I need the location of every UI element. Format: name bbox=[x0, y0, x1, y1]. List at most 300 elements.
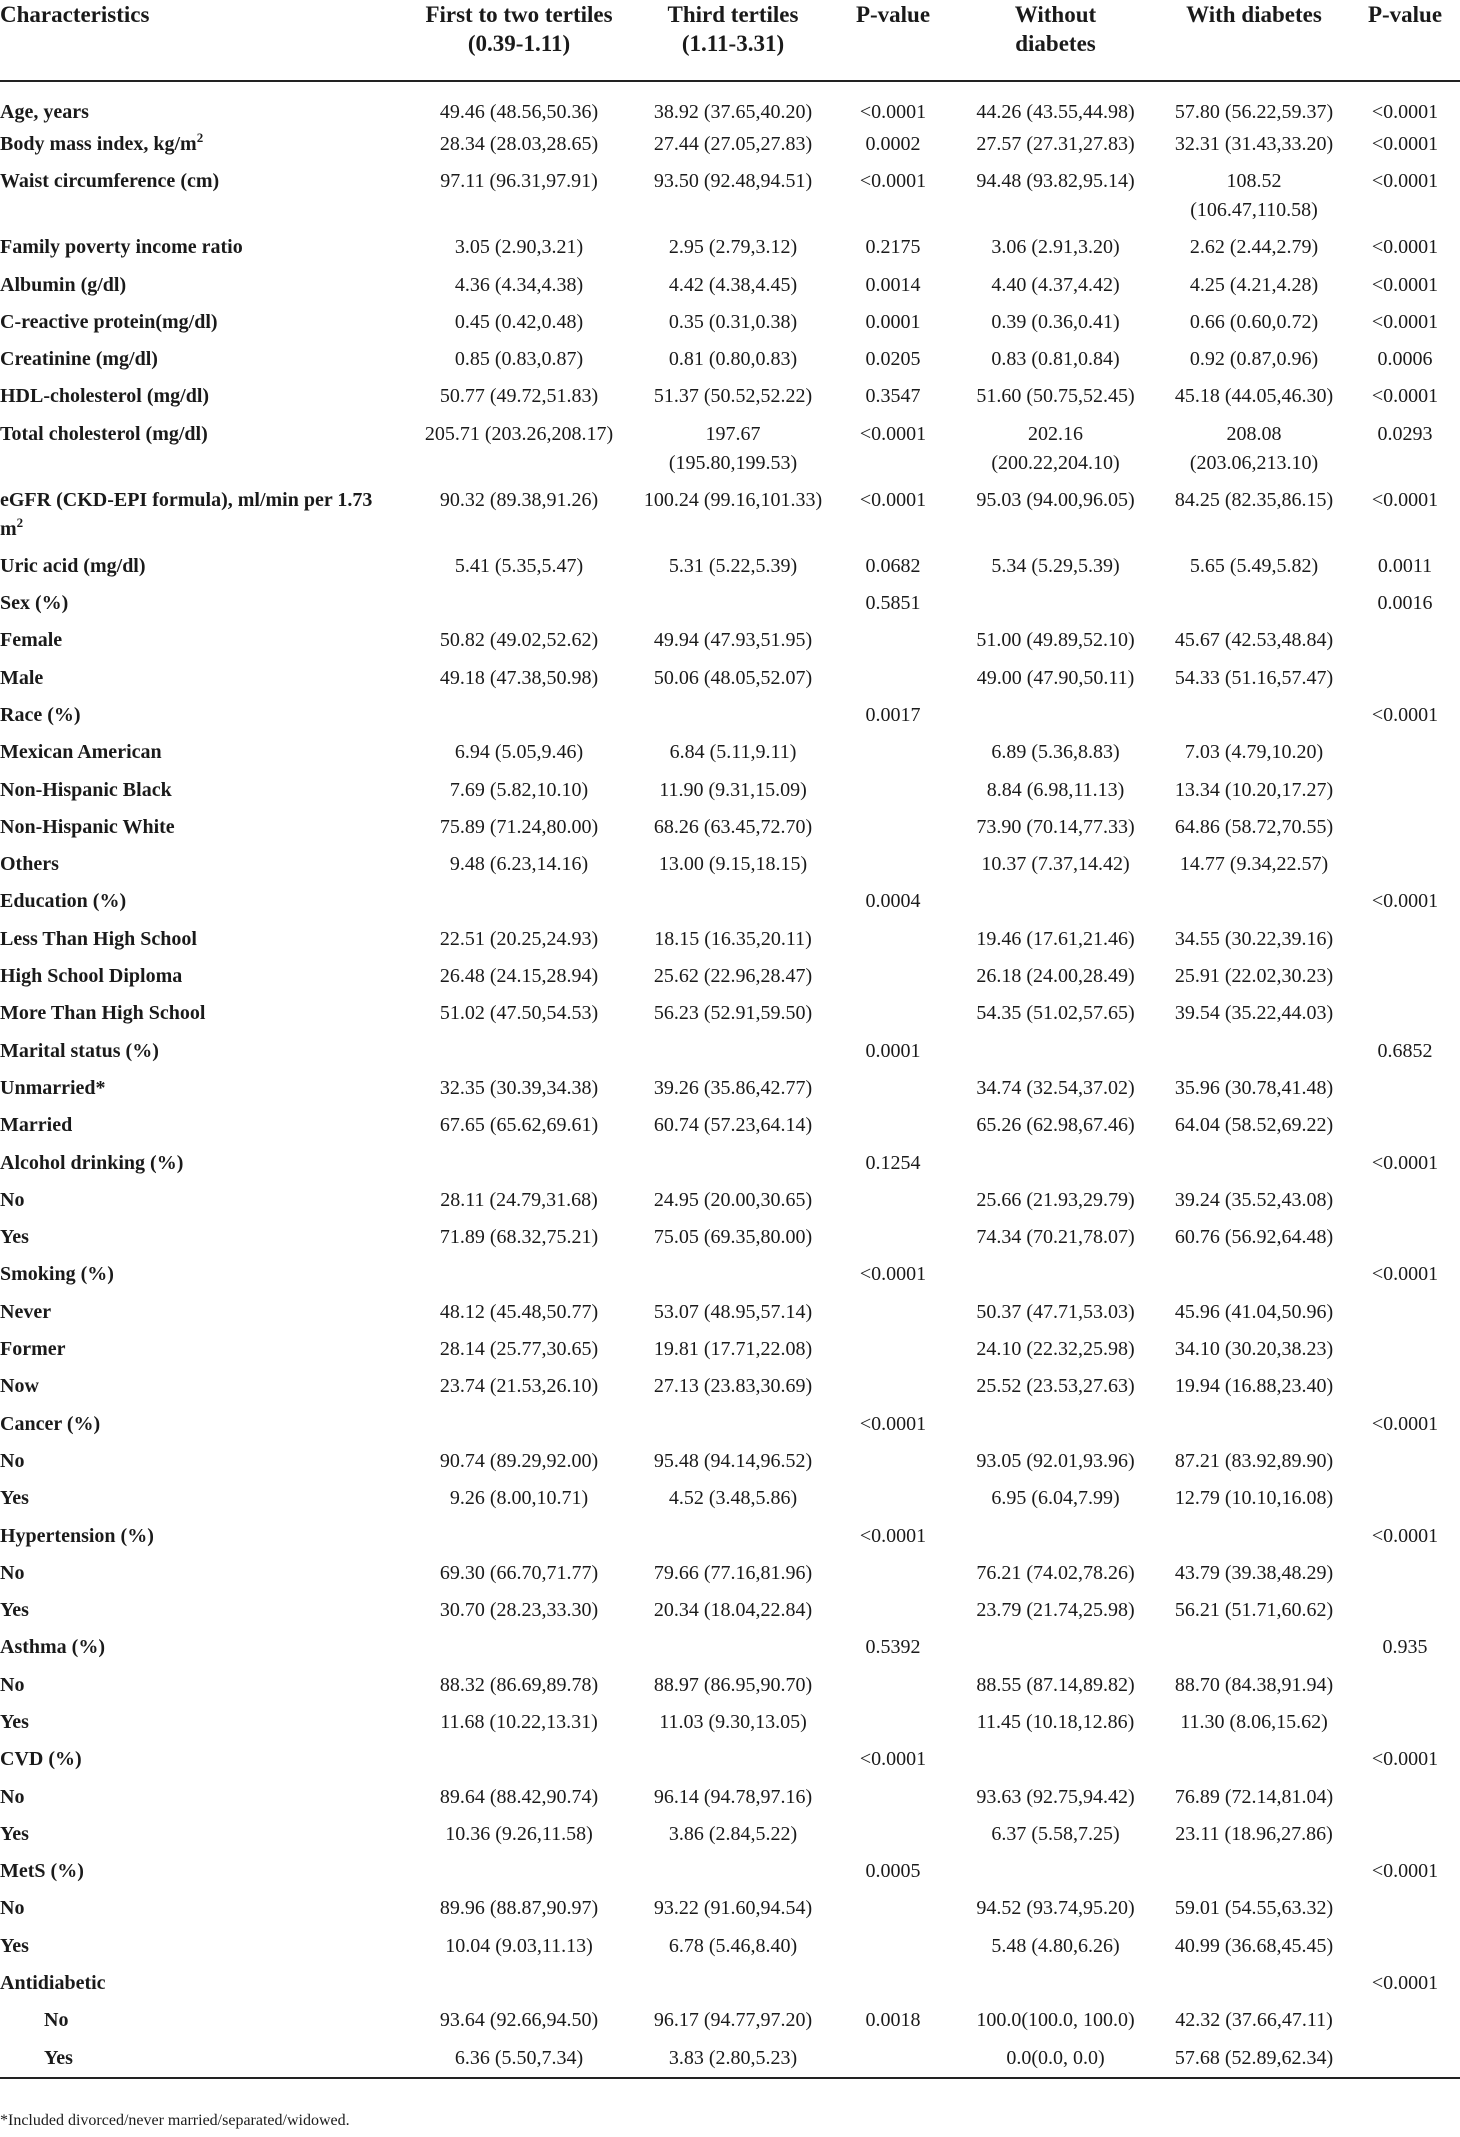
table-cell: 0.0001 bbox=[865, 310, 921, 333]
table-cell bbox=[1350, 1108, 1460, 1145]
table-cell: 3.06 (2.91,3.20) bbox=[991, 236, 1120, 259]
table-cell: 74.34 (70.21,78.07) bbox=[976, 1226, 1135, 1249]
table-cell: 93.64 (92.66,94.50) bbox=[439, 2009, 599, 2032]
table-cell: 34.55 (30.22,39.16) bbox=[1174, 927, 1334, 950]
table-row bbox=[0, 1332, 1460, 1369]
row-label-text: Waist circumference (cm) bbox=[0, 170, 220, 193]
table-cell bbox=[833, 1966, 953, 2003]
table-row bbox=[0, 305, 1460, 342]
table-cell: 50.06 (48.05,52.07) bbox=[653, 666, 813, 689]
row-label bbox=[0, 1742, 405, 1779]
table-cell: 24.10 (22.32,25.98) bbox=[976, 1338, 1135, 1361]
table-cell bbox=[633, 1854, 833, 1891]
table-cell: <0.0001 bbox=[859, 101, 927, 123]
row-label-text: Uric acid (mg/dl) bbox=[0, 554, 146, 577]
row-label bbox=[0, 661, 405, 698]
table-cell bbox=[953, 1630, 1158, 1667]
table-row bbox=[0, 1407, 1460, 1444]
column-header: With diabetes bbox=[1158, 0, 1350, 81]
row-label bbox=[0, 417, 405, 483]
table-cell bbox=[405, 1630, 633, 1667]
table-row bbox=[0, 81, 1460, 127]
row-label bbox=[0, 1519, 405, 1556]
table-cell bbox=[1158, 1034, 1350, 1071]
table-cell: 88.70 (84.38,91.94) bbox=[1174, 1673, 1334, 1696]
table-cell: 4.52 (3.48,5.86) bbox=[668, 1487, 798, 1510]
row-label-text: No bbox=[0, 1188, 25, 1211]
header-row bbox=[0, 0, 1460, 81]
table-row bbox=[0, 1295, 1460, 1332]
table-cell: 9.26 (8.00,10.71) bbox=[449, 1487, 589, 1510]
table-cell: <0.0001 bbox=[1371, 1524, 1439, 1547]
table-row bbox=[0, 549, 1460, 586]
table-cell: 0.5851 bbox=[865, 592, 921, 615]
table-row bbox=[0, 342, 1460, 379]
table-cell: 38.92 (37.65,40.20) bbox=[653, 101, 813, 123]
table-cell bbox=[833, 1891, 953, 1928]
row-label bbox=[0, 922, 405, 959]
table-row bbox=[0, 1556, 1460, 1593]
table-cell: 27.57 (27.31,27.83) bbox=[976, 133, 1135, 155]
table-row bbox=[0, 1519, 1460, 1556]
table-cell bbox=[633, 698, 833, 735]
row-label-text: More Than High School bbox=[0, 1002, 206, 1025]
table-cell: 56.21 (51.71,60.62) bbox=[1174, 1599, 1334, 1622]
table-cell: 50.82 (49.02,52.62) bbox=[439, 629, 599, 652]
table-cell bbox=[405, 1742, 633, 1779]
table-cell bbox=[1158, 1519, 1350, 1556]
table-cell: 23.74 (21.53,26.10) bbox=[439, 1375, 599, 1398]
table-cell bbox=[405, 698, 633, 735]
row-label bbox=[0, 2003, 405, 2040]
table-cell: 69.30 (66.70,71.77) bbox=[439, 1561, 599, 1584]
table-cell: 10.04 (9.03,11.13) bbox=[445, 1934, 593, 1957]
table-cell bbox=[833, 1071, 953, 1108]
table-cell: <0.0001 bbox=[1371, 1972, 1439, 1995]
table-cell: 0.35 (0.31,0.38) bbox=[668, 310, 798, 333]
table-cell: 0.1254 bbox=[865, 1151, 921, 1174]
row-label-text: No bbox=[0, 1449, 25, 1472]
table-cell: 51.00 (49.89,52.10) bbox=[976, 629, 1135, 652]
table-cell: 8.84 (6.98,11.13) bbox=[986, 778, 1125, 801]
row-label bbox=[0, 884, 405, 921]
row-label-text: Yes bbox=[0, 1487, 29, 1510]
table-cell: 202.16 (200.22,204.10) bbox=[991, 422, 1120, 474]
table-cell: 39.54 (35.22,44.03) bbox=[1174, 1002, 1334, 1025]
row-label bbox=[0, 1891, 405, 1928]
table-cell bbox=[1350, 1332, 1460, 1369]
row-label-text: Total cholesterol (mg/dl) bbox=[0, 422, 208, 445]
table-row bbox=[0, 1668, 1460, 1705]
row-label-text: No bbox=[0, 1785, 25, 1808]
table-cell bbox=[833, 1817, 953, 1854]
row-label-text: High School Diploma bbox=[0, 965, 183, 988]
table-cell: 0.935 bbox=[1382, 1636, 1428, 1659]
table-row bbox=[0, 2003, 1460, 2040]
table-cell bbox=[405, 1146, 633, 1183]
row-label bbox=[0, 623, 405, 660]
table-cell: 93.22 (91.60,94.54) bbox=[653, 1897, 813, 1920]
table-row bbox=[0, 1630, 1460, 1667]
table-cell bbox=[1350, 1780, 1460, 1817]
table-row bbox=[0, 623, 1460, 660]
table-cell: 11.03 (9.30,13.05) bbox=[659, 1710, 807, 1733]
table-cell bbox=[633, 1966, 833, 2003]
row-label bbox=[0, 773, 405, 810]
table-cell: <0.0001 bbox=[1371, 385, 1439, 408]
table-cell: 94.52 (93.74,95.20) bbox=[976, 1897, 1135, 1920]
table-cell: 95.48 (94.14,96.52) bbox=[653, 1449, 813, 1472]
table-row bbox=[0, 1705, 1460, 1742]
table-row bbox=[0, 1257, 1460, 1294]
table-cell: 56.23 (52.91,59.50) bbox=[653, 1002, 813, 1025]
table-cell: 0.0016 bbox=[1377, 592, 1433, 615]
table-cell: 25.52 (23.53,27.63) bbox=[976, 1375, 1135, 1398]
table-cell: 6.95 (6.04,7.99) bbox=[991, 1487, 1120, 1510]
table-cell bbox=[1350, 1668, 1460, 1705]
table-cell: 87.21 (83.92,89.90) bbox=[1174, 1449, 1334, 1472]
table-cell: 45.18 (44.05,46.30) bbox=[1174, 385, 1334, 408]
table-cell: <0.0001 bbox=[1371, 1748, 1439, 1771]
row-label bbox=[0, 342, 405, 379]
table-cell: 0.0682 bbox=[865, 554, 921, 577]
table-cell: 20.34 (18.04,22.84) bbox=[653, 1599, 813, 1622]
table-cell bbox=[633, 1034, 833, 1071]
table-cell bbox=[833, 1780, 953, 1817]
row-label-text: Yes bbox=[44, 2046, 73, 2069]
table-cell bbox=[633, 884, 833, 921]
table-cell: 32.31 (31.43,33.20) bbox=[1174, 133, 1334, 155]
table-cell bbox=[1350, 1295, 1460, 1332]
row-label bbox=[0, 1220, 405, 1257]
table-cell: 28.34 (28.03,28.65) bbox=[439, 133, 599, 155]
table-cell bbox=[405, 1257, 633, 1294]
table-cell: 57.80 (56.22,59.37) bbox=[1174, 101, 1334, 123]
table-cell bbox=[633, 1407, 833, 1444]
table-cell: 0.92 (0.87,0.96) bbox=[1189, 348, 1319, 371]
table-cell bbox=[633, 586, 833, 623]
table-cell: <0.0001 bbox=[1371, 703, 1439, 726]
table-cell: 0.2175 bbox=[865, 236, 921, 259]
table-cell: 88.97 (86.95,90.70) bbox=[653, 1673, 813, 1696]
table-cell: 48.12 (45.48,50.77) bbox=[439, 1300, 599, 1323]
table-cell bbox=[1350, 661, 1460, 698]
table-cell bbox=[1350, 959, 1460, 996]
table-cell bbox=[833, 1668, 953, 1705]
table-cell bbox=[833, 1444, 953, 1481]
table-cell: 4.36 (4.34,4.38) bbox=[454, 273, 584, 296]
table-row bbox=[0, 773, 1460, 810]
row-label bbox=[0, 1332, 405, 1369]
table-cell: 60.76 (56.92,64.48) bbox=[1174, 1226, 1334, 1249]
table-cell: 0.5392 bbox=[865, 1636, 921, 1659]
table-cell: 11.68 (10.22,13.31) bbox=[440, 1710, 598, 1733]
table-cell: 60.74 (57.23,64.14) bbox=[653, 1114, 813, 1137]
row-label-text: Unmarried* bbox=[0, 1076, 106, 1099]
table-cell: 100.0(100.0, 100.0) bbox=[976, 2009, 1135, 2032]
table-cell: 93.05 (92.01,93.96) bbox=[976, 1449, 1135, 1472]
table-cell: 2.95 (2.79,3.12) bbox=[668, 236, 798, 259]
table-cell: 73.90 (70.14,77.33) bbox=[976, 815, 1135, 838]
table-row bbox=[0, 1966, 1460, 2003]
row-label-text: Non-Hispanic White bbox=[0, 815, 175, 838]
row-label-text: Cancer (%) bbox=[0, 1412, 101, 1435]
table-row bbox=[0, 1742, 1460, 1779]
row-label bbox=[0, 268, 405, 305]
table-row bbox=[0, 1854, 1460, 1891]
table-cell bbox=[833, 735, 953, 772]
table-cell bbox=[833, 1220, 953, 1257]
row-label-text: Female bbox=[0, 629, 63, 652]
row-label-text: Education (%) bbox=[0, 890, 127, 913]
table-cell: 64.86 (58.72,70.55) bbox=[1174, 815, 1334, 838]
table-cell: 50.37 (47.71,53.03) bbox=[976, 1300, 1135, 1323]
table-cell: 89.64 (88.42,90.74) bbox=[439, 1785, 599, 1808]
table-cell: 88.32 (86.69,89.78) bbox=[439, 1673, 599, 1696]
table-row bbox=[0, 1444, 1460, 1481]
table-cell bbox=[833, 1481, 953, 1518]
table-cell: 26.18 (24.00,28.49) bbox=[976, 965, 1135, 988]
table-cell bbox=[953, 586, 1158, 623]
row-label bbox=[0, 1407, 405, 1444]
table-cell: 3.86 (2.84,5.22) bbox=[668, 1822, 798, 1845]
row-label-text: Asthma (%) bbox=[0, 1636, 105, 1659]
table-cell: 76.21 (74.02,78.26) bbox=[976, 1561, 1135, 1584]
column-header: P-value bbox=[1350, 0, 1460, 81]
table-body bbox=[0, 81, 1460, 2078]
row-label bbox=[0, 1071, 405, 1108]
table-cell bbox=[633, 1742, 833, 1779]
table-cell: <0.0001 bbox=[1371, 1860, 1439, 1883]
table-row bbox=[0, 164, 1460, 230]
table-cell: 34.74 (32.54,37.02) bbox=[976, 1076, 1135, 1099]
row-label bbox=[0, 1034, 405, 1071]
table-cell bbox=[833, 773, 953, 810]
table-row bbox=[0, 1183, 1460, 1220]
table-cell: <0.0001 bbox=[859, 422, 927, 445]
table-cell: 43.79 (39.38,48.29) bbox=[1174, 1561, 1334, 1584]
column-header: P-value bbox=[833, 0, 953, 81]
table-cell: 95.03 (94.00,96.05) bbox=[976, 488, 1135, 511]
table-cell bbox=[1350, 847, 1460, 884]
table-cell: 25.91 (22.02,30.23) bbox=[1174, 965, 1334, 988]
table-cell bbox=[1350, 922, 1460, 959]
table-cell: 22.51 (20.25,24.93) bbox=[439, 927, 599, 950]
table-cell: 75.89 (71.24,80.00) bbox=[439, 815, 599, 838]
row-label bbox=[0, 1481, 405, 1518]
table-cell: 6.78 (5.46,8.40) bbox=[668, 1934, 798, 1957]
row-label bbox=[0, 1705, 405, 1742]
row-label-text: Now bbox=[0, 1375, 39, 1398]
table-cell bbox=[1350, 1593, 1460, 1630]
table-row bbox=[0, 1220, 1460, 1257]
table-cell: 79.66 (77.16,81.96) bbox=[653, 1561, 813, 1584]
table-cell bbox=[953, 1966, 1158, 2003]
table-cell: 49.46 (48.56,50.36) bbox=[439, 101, 599, 123]
table-cell: 5.41 (5.35,5.47) bbox=[454, 554, 584, 577]
row-label-text: No bbox=[0, 1561, 25, 1584]
row-label bbox=[0, 959, 405, 996]
table-cell bbox=[1350, 623, 1460, 660]
table-cell bbox=[1350, 996, 1460, 1033]
table-cell: <0.0001 bbox=[1371, 1263, 1439, 1286]
row-label bbox=[0, 1108, 405, 1145]
table-cell: 68.26 (63.45,72.70) bbox=[653, 815, 813, 838]
row-label-text: Yes bbox=[0, 1710, 29, 1733]
table-cell bbox=[1350, 1183, 1460, 1220]
table-cell bbox=[833, 661, 953, 698]
table-cell: 11.90 (9.31,15.09) bbox=[659, 778, 807, 801]
row-label-text: MetS (%) bbox=[0, 1860, 84, 1883]
table-cell: <0.0001 bbox=[859, 1524, 927, 1547]
row-label-text: Less Than High School bbox=[0, 927, 197, 950]
table-cell: 28.14 (25.77,30.65) bbox=[439, 1338, 599, 1361]
table-cell: <0.0001 bbox=[1371, 273, 1439, 296]
table-cell bbox=[953, 1742, 1158, 1779]
table-cell: 0.0017 bbox=[865, 703, 921, 726]
table-row bbox=[0, 268, 1460, 305]
row-label bbox=[0, 1630, 405, 1667]
table-cell: 89.96 (88.87,90.97) bbox=[439, 1897, 599, 1920]
table-cell bbox=[1158, 698, 1350, 735]
table-cell: 5.34 (5.29,5.39) bbox=[991, 554, 1120, 577]
table-row bbox=[0, 1593, 1460, 1630]
row-label bbox=[0, 735, 405, 772]
column-header: Without diabetes bbox=[953, 0, 1158, 81]
table-cell: <0.0001 bbox=[859, 1263, 927, 1286]
table-cell bbox=[1350, 1556, 1460, 1593]
table-cell: 208.08 (203.06,213.10) bbox=[1189, 422, 1319, 474]
table-row bbox=[0, 1108, 1460, 1145]
table-cell: <0.0001 bbox=[1371, 236, 1439, 259]
row-label bbox=[0, 1183, 405, 1220]
table-cell: <0.0001 bbox=[1371, 890, 1439, 913]
table-row bbox=[0, 230, 1460, 267]
table-cell: 44.26 (43.55,44.98) bbox=[976, 101, 1135, 123]
table-cell bbox=[1158, 1146, 1350, 1183]
table-row bbox=[0, 1891, 1460, 1928]
table-cell: 10.36 (9.26,11.58) bbox=[445, 1822, 593, 1845]
row-label bbox=[0, 1556, 405, 1593]
table-cell: 51.60 (50.75,52.45) bbox=[976, 385, 1135, 408]
table-cell bbox=[1350, 1071, 1460, 1108]
table-cell: 0.0005 bbox=[865, 1860, 921, 1883]
table-cell: 32.35 (30.39,34.38) bbox=[439, 1076, 599, 1099]
table-cell: 96.17 (94.77,97.20) bbox=[653, 2009, 813, 2032]
table-row bbox=[0, 661, 1460, 698]
table-cell bbox=[1350, 1444, 1460, 1481]
table-cell: 39.24 (35.52,43.08) bbox=[1174, 1188, 1334, 1211]
row-label-text: Smoking (%) bbox=[0, 1263, 114, 1286]
table-row bbox=[0, 847, 1460, 884]
row-label-text: Family poverty income ratio bbox=[0, 236, 243, 259]
table-row bbox=[0, 379, 1460, 416]
table-cell bbox=[953, 1854, 1158, 1891]
table-row bbox=[0, 1146, 1460, 1183]
row-label-text: Yes bbox=[0, 1822, 29, 1845]
row-label-text: Marital status (%) bbox=[0, 1039, 159, 1062]
table-row bbox=[0, 1071, 1460, 1108]
column-header: Third tertiles (1.11-3.31) bbox=[633, 0, 833, 81]
row-label-text: Alcohol drinking (%) bbox=[0, 1151, 184, 1174]
table-cell: 40.99 (36.68,45.45) bbox=[1174, 1934, 1334, 1957]
table-cell: 4.40 (4.37,4.42) bbox=[991, 273, 1120, 296]
table-cell: 45.96 (41.04,50.96) bbox=[1174, 1300, 1334, 1323]
table-cell: 10.37 (7.37,14.42) bbox=[981, 853, 1130, 876]
table-cell: <0.0001 bbox=[1371, 133, 1439, 155]
row-label-text: Others bbox=[0, 853, 59, 876]
table-cell: 4.42 (4.38,4.45) bbox=[668, 273, 798, 296]
table-cell: 35.96 (30.78,41.48) bbox=[1174, 1076, 1334, 1099]
table-cell bbox=[1350, 1705, 1460, 1742]
table-cell: 6.37 (5.58,7.25) bbox=[991, 1822, 1120, 1845]
table-cell: <0.0001 bbox=[1371, 1412, 1439, 1435]
table-cell: 100.24 (99.16,101.33) bbox=[643, 488, 823, 511]
table-cell bbox=[1350, 735, 1460, 772]
table-row bbox=[0, 127, 1460, 164]
table-cell bbox=[1350, 1481, 1460, 1518]
table-cell: 51.37 (50.52,52.22) bbox=[653, 385, 813, 408]
table-cell: <0.0001 bbox=[1371, 488, 1439, 511]
table-cell: <0.0001 bbox=[859, 1412, 927, 1435]
row-label-text: Yes bbox=[0, 1599, 29, 1622]
table-cell: 23.79 (21.74,25.98) bbox=[976, 1599, 1135, 1622]
row-label bbox=[0, 1295, 405, 1332]
table-cell bbox=[1350, 2041, 1460, 2078]
row-label-text: Married bbox=[0, 1114, 73, 1137]
row-label-text: Antidiabetic bbox=[0, 1972, 106, 1995]
table-cell: 34.10 (30.20,38.23) bbox=[1174, 1338, 1334, 1361]
row-label bbox=[0, 1966, 405, 2003]
table-cell: 50.77 (49.72,51.83) bbox=[439, 385, 599, 408]
row-label bbox=[0, 81, 405, 127]
table-row bbox=[0, 735, 1460, 772]
row-label bbox=[0, 1369, 405, 1406]
table-row bbox=[0, 1034, 1460, 1071]
table-row bbox=[0, 1780, 1460, 1817]
row-label-text: Never bbox=[0, 1300, 52, 1323]
table-cell: 25.66 (21.93,29.79) bbox=[976, 1188, 1135, 1211]
row-label bbox=[0, 1817, 405, 1854]
table-cell bbox=[833, 1929, 953, 1966]
row-label-text: C-reactive protein(mg/dl) bbox=[0, 310, 218, 333]
table-row bbox=[0, 586, 1460, 623]
table-cell: 96.14 (94.78,97.16) bbox=[653, 1785, 813, 1808]
table-cell bbox=[1158, 1966, 1350, 2003]
table-cell: 18.15 (16.35,20.11) bbox=[654, 927, 812, 950]
row-label-text: Sex (%) bbox=[0, 592, 69, 615]
table-cell bbox=[633, 1146, 833, 1183]
table-row bbox=[0, 810, 1460, 847]
table-cell: 19.81 (17.71,22.08) bbox=[653, 1338, 813, 1361]
table-cell: 53.07 (48.95,57.14) bbox=[653, 1300, 813, 1323]
table-cell: <0.0001 bbox=[1371, 170, 1439, 193]
table-cell: <0.0001 bbox=[1371, 310, 1439, 333]
table-cell: 19.94 (16.88,23.40) bbox=[1174, 1375, 1334, 1398]
table-row bbox=[0, 959, 1460, 996]
table-cell: 93.50 (92.48,94.51) bbox=[653, 170, 813, 193]
row-label bbox=[0, 1854, 405, 1891]
table-cell: 88.55 (87.14,89.82) bbox=[976, 1673, 1135, 1696]
row-label bbox=[0, 1444, 405, 1481]
table-cell bbox=[1158, 884, 1350, 921]
table-cell: 39.26 (35.86,42.77) bbox=[653, 1076, 813, 1099]
table-cell bbox=[833, 847, 953, 884]
column-header: Characteristics bbox=[0, 0, 405, 81]
table-cell: 14.77 (9.34,22.57) bbox=[1179, 853, 1329, 876]
table-cell: 64.04 (58.52,69.22) bbox=[1174, 1114, 1334, 1137]
table-cell bbox=[405, 1519, 633, 1556]
